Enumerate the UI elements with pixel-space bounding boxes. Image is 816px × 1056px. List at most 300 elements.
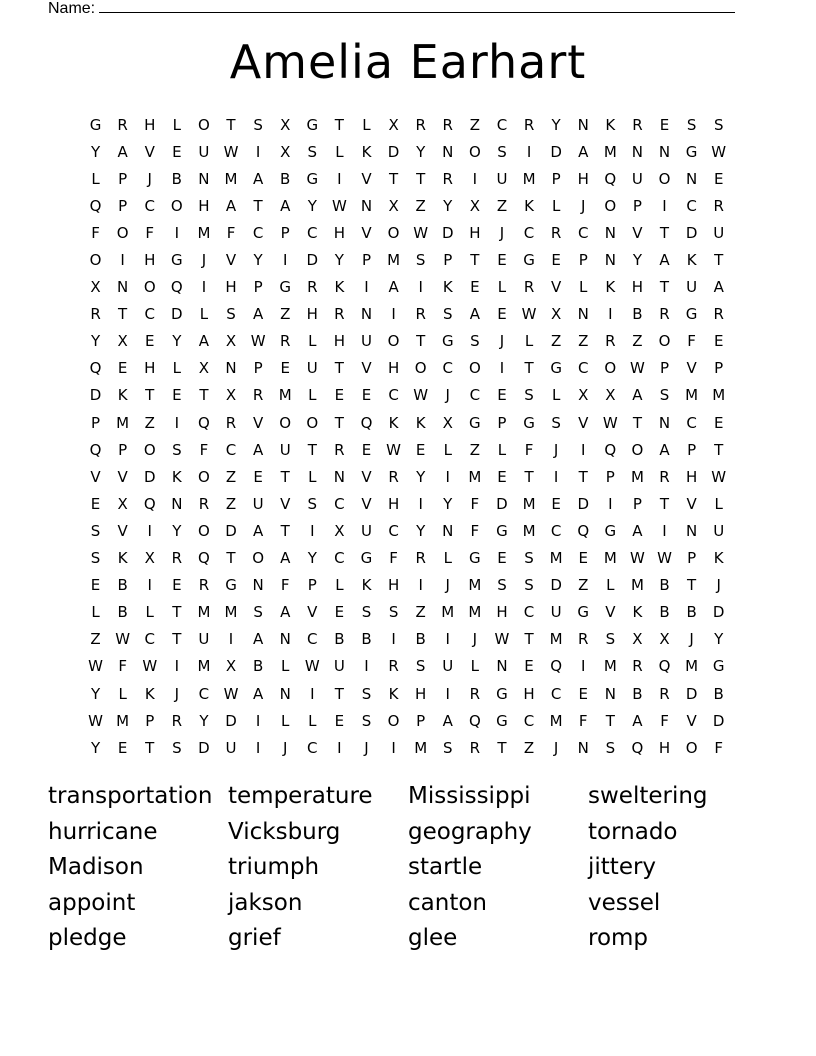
grid-letter[interactable]: H xyxy=(198,196,210,215)
grid-letter[interactable]: H xyxy=(631,278,644,297)
grid-letter[interactable]: I xyxy=(418,576,423,595)
grid-letter[interactable]: S xyxy=(90,521,101,540)
grid-letter[interactable]: K xyxy=(144,684,155,703)
grid-letter[interactable]: A xyxy=(713,278,724,297)
grid-letter[interactable]: I xyxy=(120,251,125,270)
grid-letter[interactable]: P xyxy=(687,440,697,459)
grid-letter[interactable]: S xyxy=(686,115,697,134)
grid-letter[interactable]: V xyxy=(90,467,101,486)
grid-letter[interactable]: R xyxy=(279,332,291,351)
grid-letter[interactable]: G xyxy=(306,169,319,188)
grid-letter[interactable]: R xyxy=(578,630,589,649)
grid-letter[interactable]: O xyxy=(604,359,617,378)
grid-letter[interactable]: V xyxy=(686,359,697,378)
grid-letter[interactable]: G xyxy=(496,684,508,703)
grid-letter[interactable]: I xyxy=(581,657,586,676)
grid-letter[interactable]: S xyxy=(605,738,616,757)
grid-letter[interactable]: O xyxy=(116,223,129,242)
grid-letter[interactable]: W xyxy=(142,657,158,676)
grid-letter[interactable]: W xyxy=(521,305,537,324)
grid-letter[interactable]: G xyxy=(89,115,102,134)
grid-letter[interactable]: C xyxy=(496,115,508,134)
grid-letter[interactable]: T xyxy=(578,467,588,486)
grid-letter[interactable]: H xyxy=(225,278,237,297)
grid-letter[interactable]: Z xyxy=(280,305,291,324)
grid-letter[interactable]: Y xyxy=(443,494,453,513)
grid-letter[interactable]: B xyxy=(280,169,291,188)
grid-letter[interactable]: E xyxy=(90,494,101,513)
grid-letter[interactable]: U xyxy=(442,657,454,676)
grid-letter[interactable]: L xyxy=(91,603,100,622)
grid-letter[interactable]: N xyxy=(658,413,671,432)
grid-letter[interactable]: I xyxy=(662,196,667,215)
grid-letter[interactable]: Z xyxy=(551,332,562,351)
grid-letter[interactable]: B xyxy=(334,630,345,649)
grid-letter[interactable]: S xyxy=(307,494,318,513)
grid-letter[interactable]: I xyxy=(472,169,478,188)
grid-letter[interactable]: L xyxy=(308,467,317,486)
grid-letter[interactable]: X xyxy=(442,413,453,432)
grid-letter[interactable]: R xyxy=(198,494,210,513)
grid-letter[interactable]: I xyxy=(445,467,450,486)
grid-letter[interactable]: T xyxy=(334,413,344,432)
grid-letter[interactable]: V xyxy=(144,142,155,161)
grid-letter[interactable]: C xyxy=(144,630,155,649)
grid-letter[interactable]: K xyxy=(361,576,372,595)
grid-letter[interactable]: T xyxy=(118,305,128,324)
grid-letter[interactable]: M xyxy=(522,169,536,188)
grid-letter[interactable]: V xyxy=(605,603,616,622)
grid-letter[interactable]: M xyxy=(522,521,536,540)
grid-letter[interactable]: G xyxy=(523,251,535,270)
grid-letter[interactable]: T xyxy=(659,494,670,513)
grid-letter[interactable]: T xyxy=(145,386,155,405)
grid-letter[interactable]: W xyxy=(88,657,103,676)
grid-letter[interactable]: D xyxy=(496,494,508,513)
grid-letter[interactable]: V xyxy=(252,413,264,432)
grid-letter[interactable]: H xyxy=(577,169,589,188)
grid-letter[interactable]: S xyxy=(253,115,263,134)
grid-letter[interactable]: L xyxy=(551,196,561,215)
grid-letter[interactable]: S xyxy=(524,386,534,405)
grid-letter[interactable]: U xyxy=(306,359,318,378)
grid-letter[interactable]: A xyxy=(252,440,264,459)
grid-letter[interactable]: C xyxy=(198,684,210,703)
grid-letter[interactable]: X xyxy=(144,549,155,568)
grid-letter[interactable]: F xyxy=(660,711,669,730)
grid-letter[interactable]: X xyxy=(198,359,210,378)
grid-letter[interactable]: M xyxy=(685,386,699,405)
grid-letter[interactable]: E xyxy=(172,142,182,161)
grid-letter[interactable]: V xyxy=(280,494,291,513)
grid-letter[interactable]: Z xyxy=(225,467,237,486)
grid-letter[interactable]: T xyxy=(172,603,182,622)
grid-letter[interactable]: J xyxy=(499,223,505,242)
grid-letter[interactable]: W xyxy=(223,142,239,161)
grid-letter[interactable]: O xyxy=(198,115,210,134)
grid-letter[interactable]: R xyxy=(171,549,183,568)
grid-letter[interactable]: H xyxy=(685,467,698,486)
grid-letter[interactable]: O xyxy=(387,223,400,242)
grid-letter[interactable]: C xyxy=(686,196,697,215)
grid-letter[interactable]: M xyxy=(224,169,238,188)
grid-letter[interactable]: G xyxy=(712,657,725,676)
grid-letter[interactable]: M xyxy=(468,603,482,622)
grid-letter[interactable]: X xyxy=(334,521,345,540)
grid-letter[interactable]: F xyxy=(470,521,480,540)
grid-letter[interactable]: R xyxy=(605,332,616,351)
grid-letter[interactable]: I xyxy=(255,738,261,757)
grid-letter[interactable]: R xyxy=(659,467,670,486)
grid-letter[interactable]: E xyxy=(172,576,182,595)
grid-letter[interactable]: J xyxy=(445,386,450,405)
grid-letter[interactable]: M xyxy=(630,467,644,486)
grid-letter[interactable]: O xyxy=(468,359,481,378)
grid-letter[interactable]: A xyxy=(659,440,670,459)
grid-letter[interactable]: I xyxy=(445,630,450,649)
grid-letter[interactable]: I xyxy=(391,738,396,757)
grid-letter[interactable]: O xyxy=(631,440,644,459)
grid-letter[interactable]: M xyxy=(197,223,211,242)
grid-letter[interactable]: Y xyxy=(172,332,182,351)
grid-letter[interactable]: E xyxy=(172,386,182,405)
grid-letter[interactable]: Q xyxy=(89,440,102,459)
grid-letter[interactable]: D xyxy=(198,738,210,757)
grid-letter[interactable]: U xyxy=(333,657,345,676)
grid-letter[interactable]: S xyxy=(470,332,480,351)
grid-letter[interactable]: N xyxy=(604,684,616,703)
grid-letter[interactable]: L xyxy=(524,332,534,351)
grid-letter[interactable]: K xyxy=(442,278,453,297)
grid-letter[interactable]: V xyxy=(361,169,372,188)
grid-letter[interactable]: L xyxy=(281,657,290,676)
grid-letter[interactable]: I xyxy=(391,305,396,324)
grid-letter[interactable]: G xyxy=(604,521,617,540)
grid-letter[interactable]: Q xyxy=(658,657,671,676)
grid-letter[interactable]: T xyxy=(714,251,724,270)
grid-letter[interactable]: C xyxy=(686,413,697,432)
grid-letter[interactable]: R xyxy=(307,278,318,297)
grid-letter[interactable]: Z xyxy=(632,332,643,351)
grid-letter[interactable]: S xyxy=(361,603,372,622)
grid-letter[interactable]: H xyxy=(496,603,508,622)
grid-letter[interactable]: V xyxy=(117,467,128,486)
grid-letter[interactable]: Q xyxy=(89,196,102,215)
grid-letter[interactable]: R xyxy=(713,196,724,215)
grid-letter[interactable]: S xyxy=(172,440,182,459)
grid-letter[interactable]: Z xyxy=(469,115,480,134)
grid-letter[interactable]: N xyxy=(171,494,183,513)
grid-letter[interactable]: Z xyxy=(496,196,508,215)
grid-letter[interactable]: R xyxy=(713,305,724,324)
grid-letter[interactable]: K xyxy=(632,603,643,622)
grid-letter[interactable]: C xyxy=(550,684,562,703)
grid-letter[interactable]: T xyxy=(687,576,697,595)
grid-letter[interactable]: Y xyxy=(199,711,209,730)
grid-letter[interactable]: G xyxy=(306,115,319,134)
grid-letter[interactable]: M xyxy=(630,576,644,595)
grid-letter[interactable]: R xyxy=(659,305,670,324)
grid-letter[interactable]: E xyxy=(497,251,507,270)
grid-letter[interactable]: J xyxy=(499,332,505,351)
grid-letter[interactable]: B xyxy=(659,576,670,595)
grid-letter[interactable]: S xyxy=(253,603,263,622)
grid-letter[interactable]: Z xyxy=(144,413,155,432)
grid-letter[interactable]: I xyxy=(282,251,288,270)
grid-letter[interactable]: W xyxy=(331,196,347,215)
grid-letter[interactable]: R xyxy=(442,169,453,188)
grid-letter[interactable]: T xyxy=(714,440,724,459)
grid-letter[interactable]: I xyxy=(174,413,180,432)
grid-letter[interactable]: P xyxy=(443,251,453,270)
grid-letter[interactable]: I xyxy=(174,223,180,242)
grid-letter[interactable]: O xyxy=(170,196,183,215)
grid-letter[interactable]: A xyxy=(252,169,264,188)
grid-letter[interactable]: J xyxy=(553,738,559,757)
grid-letter[interactable]: O xyxy=(198,521,210,540)
grid-letter[interactable]: M xyxy=(549,630,563,649)
grid-letter[interactable]: I xyxy=(526,142,532,161)
grid-letter[interactable]: E xyxy=(578,684,588,703)
grid-letter[interactable]: R xyxy=(90,305,101,324)
grid-letter[interactable]: K xyxy=(686,251,697,270)
grid-letter[interactable]: W xyxy=(304,657,320,676)
grid-letter[interactable]: I xyxy=(608,305,613,324)
grid-letter[interactable]: J xyxy=(282,738,288,757)
grid-letter[interactable]: T xyxy=(253,196,263,215)
grid-letter[interactable]: S xyxy=(443,738,453,757)
grid-letter[interactable]: L xyxy=(497,440,507,459)
grid-letter[interactable]: R xyxy=(334,440,345,459)
grid-letter[interactable]: S xyxy=(388,603,399,622)
grid-letter[interactable]: R xyxy=(523,278,535,297)
grid-letter[interactable]: F xyxy=(524,440,534,459)
grid-letter[interactable]: X xyxy=(388,115,399,134)
grid-letter[interactable]: G xyxy=(225,576,237,595)
grid-letter[interactable]: B xyxy=(117,576,128,595)
grid-letter[interactable]: E xyxy=(117,738,128,757)
grid-letter[interactable]: N xyxy=(198,169,210,188)
grid-letter[interactable]: Q xyxy=(198,549,210,568)
grid-letter[interactable]: X xyxy=(388,196,399,215)
grid-letter[interactable]: K xyxy=(117,549,128,568)
grid-letter[interactable]: R xyxy=(198,576,210,595)
grid-letter[interactable]: Y xyxy=(416,467,426,486)
grid-letter[interactable]: D xyxy=(89,386,102,405)
grid-letter[interactable]: T xyxy=(334,115,344,134)
grid-letter[interactable]: D xyxy=(225,711,237,730)
grid-letter[interactable]: Q xyxy=(198,413,210,432)
grid-letter[interactable]: F xyxy=(389,549,398,568)
grid-letter[interactable]: Q xyxy=(468,711,481,730)
grid-letter[interactable]: D xyxy=(441,223,454,242)
grid-letter[interactable]: W xyxy=(115,630,131,649)
grid-letter[interactable]: S xyxy=(172,738,182,757)
grid-letter[interactable]: V xyxy=(117,521,128,540)
letter-grid[interactable] xyxy=(82,111,732,761)
grid-letter[interactable]: H xyxy=(387,359,400,378)
grid-letter[interactable]: M xyxy=(712,386,726,405)
grid-letter[interactable]: R xyxy=(171,711,183,730)
grid-letter[interactable]: R xyxy=(388,657,399,676)
grid-letter[interactable]: T xyxy=(416,169,426,188)
grid-letter[interactable]: T xyxy=(659,223,670,242)
grid-letter[interactable]: V xyxy=(225,251,237,270)
grid-letter[interactable]: K xyxy=(713,549,724,568)
grid-letter[interactable]: C xyxy=(523,711,535,730)
grid-letter[interactable]: E xyxy=(334,386,345,405)
grid-letter[interactable]: O xyxy=(252,549,265,568)
grid-letter[interactable]: C xyxy=(334,549,345,568)
grid-letter[interactable]: G xyxy=(577,603,590,622)
grid-letter[interactable]: R xyxy=(415,305,426,324)
grid-letter[interactable]: P xyxy=(659,359,670,378)
grid-letter[interactable]: O xyxy=(143,440,156,459)
grid-letter[interactable]: V xyxy=(551,278,562,297)
grid-letter[interactable]: Q xyxy=(550,657,563,676)
grid-letter[interactable]: L xyxy=(308,711,317,730)
grid-letter[interactable]: L xyxy=(199,305,209,324)
grid-letter[interactable]: N xyxy=(577,115,589,134)
grid-letter[interactable]: L xyxy=(335,142,344,161)
grid-letter[interactable]: X xyxy=(280,142,291,161)
grid-letter[interactable]: D xyxy=(143,467,156,486)
grid-letter[interactable]: Z xyxy=(523,738,535,757)
grid-letter[interactable]: P xyxy=(632,196,642,215)
grid-letter[interactable]: U xyxy=(225,738,237,757)
grid-letter[interactable]: S xyxy=(443,305,453,324)
grid-letter[interactable]: K xyxy=(334,278,345,297)
grid-letter[interactable]: A xyxy=(442,711,453,730)
grid-letter[interactable]: J xyxy=(147,169,152,188)
grid-letter[interactable]: Q xyxy=(170,278,183,297)
grid-letter[interactable]: N xyxy=(604,223,616,242)
grid-letter[interactable]: T xyxy=(307,440,317,459)
grid-letter[interactable]: L xyxy=(172,115,181,134)
grid-letter[interactable]: E xyxy=(253,467,263,486)
grid-letter[interactable]: U xyxy=(252,494,264,513)
grid-letter[interactable]: X xyxy=(117,332,128,351)
grid-letter[interactable]: S xyxy=(713,115,724,134)
grid-letter[interactable]: Y xyxy=(551,115,561,134)
grid-letter[interactable]: L xyxy=(308,332,317,351)
grid-letter[interactable]: T xyxy=(388,169,399,188)
grid-letter[interactable]: A xyxy=(280,603,291,622)
grid-letter[interactable]: P xyxy=(253,359,263,378)
grid-letter[interactable]: A xyxy=(252,305,264,324)
grid-letter[interactable]: I xyxy=(581,440,586,459)
grid-letter[interactable]: C xyxy=(523,603,535,622)
grid-letter[interactable]: Y xyxy=(334,251,344,270)
grid-letter[interactable]: J xyxy=(174,684,180,703)
grid-letter[interactable]: E xyxy=(334,603,345,622)
grid-letter[interactable]: Y xyxy=(632,251,642,270)
grid-letter[interactable]: G xyxy=(360,549,373,568)
grid-letter[interactable]: H xyxy=(333,223,346,242)
grid-letter[interactable]: J xyxy=(472,630,478,649)
grid-letter[interactable]: W xyxy=(630,359,645,378)
grid-letter[interactable]: V xyxy=(632,223,643,242)
grid-letter[interactable]: S xyxy=(659,386,670,405)
grid-letter[interactable]: W xyxy=(711,142,727,161)
grid-letter[interactable]: I xyxy=(147,576,152,595)
grid-letter[interactable]: B xyxy=(686,603,697,622)
grid-letter[interactable]: W xyxy=(223,684,239,703)
grid-letter[interactable]: O xyxy=(306,413,319,432)
grid-letter[interactable]: R xyxy=(469,738,481,757)
grid-letter[interactable]: W xyxy=(88,711,103,730)
grid-letter[interactable]: I xyxy=(662,521,667,540)
grid-letter[interactable]: T xyxy=(524,630,534,649)
grid-letter[interactable]: E xyxy=(280,359,290,378)
grid-letter[interactable]: K xyxy=(605,278,616,297)
grid-letter[interactable]: N xyxy=(333,467,345,486)
grid-letter[interactable]: M xyxy=(549,711,563,730)
grid-letter[interactable]: C xyxy=(144,305,155,324)
grid-letter[interactable]: J xyxy=(364,738,369,757)
grid-letter[interactable]: T xyxy=(280,467,290,486)
grid-letter[interactable]: N xyxy=(225,359,237,378)
grid-letter[interactable]: S xyxy=(307,142,318,161)
grid-letter[interactable]: B xyxy=(632,305,643,324)
grid-letter[interactable]: G xyxy=(685,305,698,324)
grid-letter[interactable]: T xyxy=(497,738,507,757)
grid-letter[interactable]: N xyxy=(117,278,129,297)
grid-letter[interactable]: M xyxy=(603,142,617,161)
grid-letter[interactable]: K xyxy=(388,684,399,703)
grid-letter[interactable]: K xyxy=(415,413,426,432)
grid-letter[interactable]: P xyxy=(307,576,317,595)
grid-letter[interactable]: X xyxy=(551,305,562,324)
grid-letter[interactable]: Q xyxy=(604,440,617,459)
grid-letter[interactable]: H xyxy=(387,576,400,595)
grid-letter[interactable]: R xyxy=(117,115,128,134)
grid-letter[interactable]: V xyxy=(361,467,372,486)
grid-letter[interactable]: X xyxy=(225,386,237,405)
grid-letter[interactable]: N xyxy=(252,576,264,595)
grid-letter[interactable]: Q xyxy=(143,494,156,513)
grid-letter[interactable]: L xyxy=(714,494,723,513)
grid-letter[interactable]: E xyxy=(713,413,724,432)
grid-letter[interactable]: D xyxy=(712,711,725,730)
grid-letter[interactable]: L xyxy=(579,278,588,297)
grid-letter[interactable]: K xyxy=(388,413,399,432)
grid-letter[interactable]: E xyxy=(497,305,507,324)
grid-letter[interactable]: O xyxy=(387,711,400,730)
grid-letter[interactable]: A xyxy=(280,196,291,215)
grid-letter[interactable]: M xyxy=(685,657,699,676)
grid-letter[interactable]: G xyxy=(171,251,183,270)
grid-letter[interactable]: S xyxy=(226,305,236,324)
grid-letter[interactable]: X xyxy=(225,657,237,676)
grid-letter[interactable]: T xyxy=(470,251,480,270)
grid-letter[interactable]: L xyxy=(606,576,615,595)
grid-letter[interactable]: T xyxy=(280,521,290,540)
grid-letter[interactable]: T xyxy=(172,630,182,649)
grid-letter[interactable]: B xyxy=(415,630,426,649)
grid-letter[interactable]: A xyxy=(632,386,643,405)
grid-letter[interactable]: H xyxy=(333,332,346,351)
grid-letter[interactable]: Y xyxy=(172,521,182,540)
grid-letter[interactable]: F xyxy=(118,657,127,676)
grid-letter[interactable]: J xyxy=(201,251,207,270)
grid-letter[interactable]: H xyxy=(523,684,535,703)
grid-letter[interactable]: E xyxy=(551,494,561,513)
grid-letter[interactable]: U xyxy=(198,142,210,161)
grid-letter[interactable]: F xyxy=(226,223,236,242)
grid-letter[interactable]: R xyxy=(334,305,345,324)
grid-letter[interactable]: C xyxy=(469,386,481,405)
